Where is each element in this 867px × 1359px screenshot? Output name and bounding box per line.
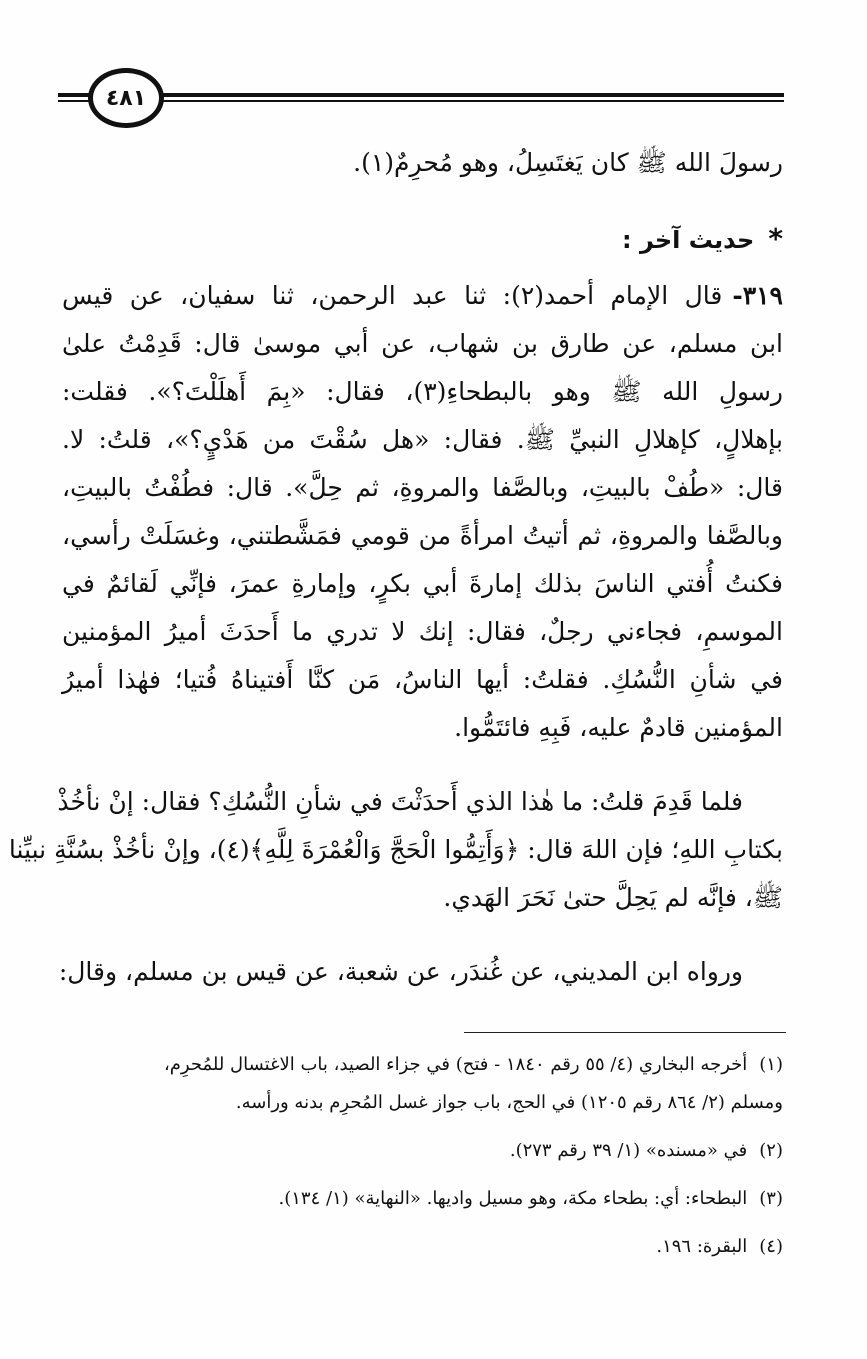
- footnote: [279, 1184, 783, 1214]
- text-line: ﷺ، فإنَّه لم يَحِلَّ حتىٰ نَحَرَ الهَدي.: [443, 883, 783, 912]
- text-line: وبالصَّفا والمروةِ، ثم أتيتُ امرأةً من قومي فمَشَّطتني، وغسَلَتْ رأسي،: [62, 521, 783, 550]
- section-heading-text: حديث آخر :: [622, 226, 755, 254]
- header-rule-thin: [58, 100, 784, 102]
- footnote: [656, 1232, 783, 1262]
- text-line: رسولَ الله ﷺ كان يَغتَسِلُ، وهو مُحرِمٌ(١).: [353, 148, 783, 177]
- footnote-text: في «مسنده» (١/ ٣٩ رقم ٢٧٣).: [509, 1140, 748, 1161]
- footnote: [164, 1050, 783, 1080]
- footnote-continuation: ومسلم (٢/ ٨٦٤ رقم ١٢٠٥) في الحج، باب جواز غسل المُحرِم بدنه ورأسه.: [235, 1092, 783, 1113]
- text-line: في شأنِ النُّسُكِ. فقلتُ: أيها الناسُ، مَن كنَّا أَفتيناهُ فُتيا؛ فهٰذا أميرُ: [62, 665, 783, 694]
- text-line: بإهلالٍ، كإهلالِ النبيِّ ﷺ. فقال: «هل سُقْتَ من هَدْيٍ؟»، قلتُ: لا.: [62, 425, 783, 454]
- hadith-number: ٣١٩-: [732, 281, 783, 310]
- footnote-number: (٢): [759, 1140, 783, 1161]
- footnote-text: أخرجه البخاري (٤/ ٥٥ رقم ١٨٤٠ - فتح) في جزاء الصيد، باب الاغتسال للمُحرِم،: [163, 1054, 748, 1075]
- footnote-number: (٤): [759, 1236, 783, 1257]
- footnote-number: (٣): [759, 1188, 783, 1209]
- footnote: [510, 1136, 783, 1166]
- text-line: المؤمنين قادمٌ عليه، فَبِهِ فائتَمُّوا.: [454, 713, 783, 742]
- page-number: ٤٨١: [88, 68, 164, 128]
- text-line: رسولِ الله ﷺ وهو بالبطحاءِ(٣)، فقال: «بِمَ أَهلَلْتَ؟». فقلت:: [62, 377, 783, 406]
- text-line: قال: «طُفْ بالبيتِ، وبالصَّفا والمروةِ، ثم حِلَّ». قال: فطُفْتُ بالبيتِ،: [62, 473, 783, 502]
- text-line: فكنتُ أُفتي الناسَ بذلك إمارةَ أبي بكرٍ، وإمارةِ عمرَ، فإنِّي لَقائمٌ في: [62, 569, 783, 598]
- text-line: [62, 276, 783, 316]
- text-line: ورواه ابن المديني، عن غُندَر، عن شعبة، عن قيس بن مسلم، وقال:: [58, 957, 743, 986]
- section-heading: [622, 219, 783, 260]
- footnote-text: البطحاء: أي: بطحاء مكة، وهو مسيل واديها. «النهاية» (١/ ١٣٤).: [278, 1188, 748, 1209]
- star-marker: *: [768, 222, 783, 255]
- text-line: الموسمِ، فجاءني رجلٌ، فقال: إنك لا تدري ما أَحدَثَ أميرُ المؤمنين: [62, 617, 783, 646]
- footnote-separator: [464, 1032, 786, 1033]
- text-line: فلما قَدِمَ قلتُ: ما هٰذا الذي أَحدَثْتَ في شأنِ النُّسُكِ؟ فقال: إنْ نأخُذْ: [57, 787, 743, 816]
- header-rule: [58, 93, 784, 97]
- text-line: ابن مسلم، عن طارق بن شهاب، عن أبي موسىٰ قال: قَدِمْتُ علىٰ: [62, 329, 783, 358]
- text-line-content: قال الإمام أحمد(٢): ثنا عبد الرحمن، ثنا سفيان، عن قيس: [62, 281, 723, 310]
- footnote-number: (١): [759, 1054, 783, 1075]
- text-line: بكتابِ اللهِ؛ فإن اللهَ قال: ﴿وَأَتِمُّوا الْحَجَّ وَالْعُمْرَةَ لِلَّهِ﴾(٤)، وإنْ نأخُذْ بسُنَّةِ نبيِّنا: [8, 835, 783, 864]
- footnote-text: البقرة: ١٩٦.: [656, 1236, 748, 1257]
